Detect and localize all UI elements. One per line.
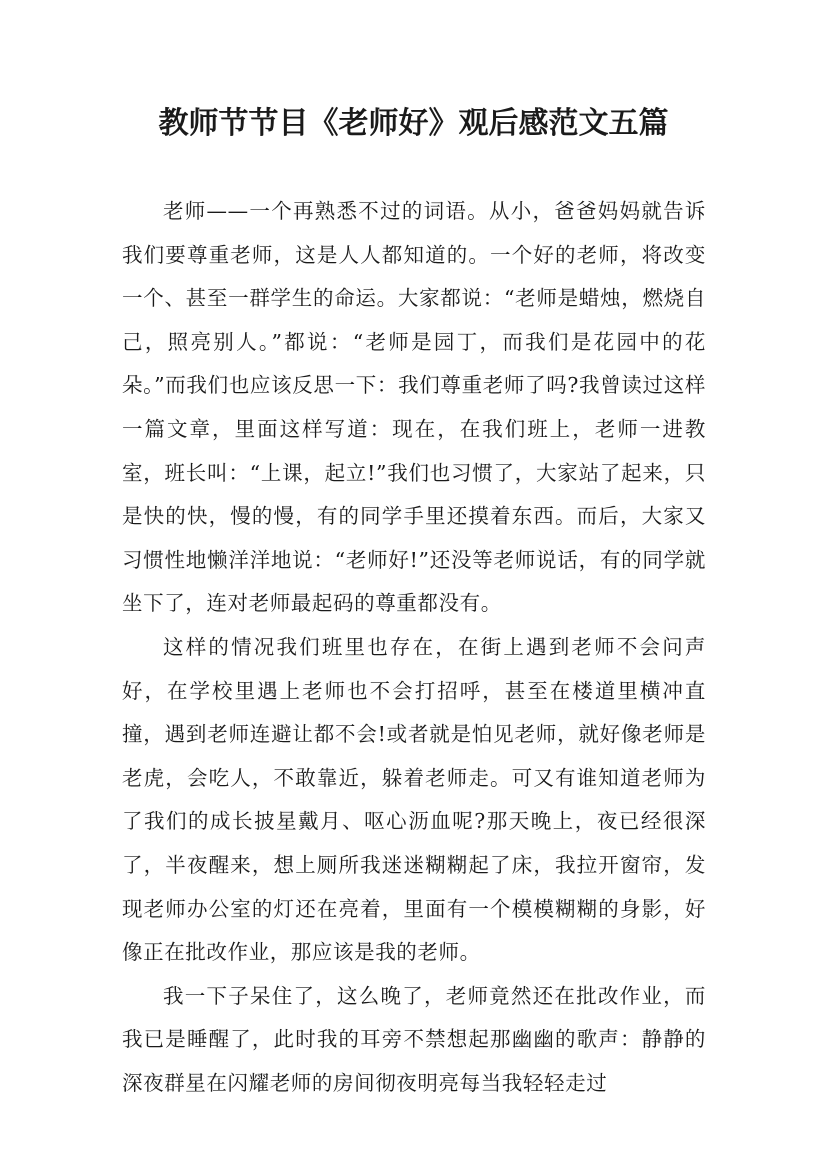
document-body: [122, 190, 706, 1105]
document-title: 教师节节目《老师好》观后感范文五篇: [158, 106, 669, 141]
paragraph: 我一下子呆住了，这么晚了，老师竟然还在批改作业，而我已是睡醒了，此时我的耳旁不禁想起那幽幽的歌声：静静的深夜群星在闪耀老师的房间彻夜明亮每当我轻轻走过: [122, 983, 706, 1095]
paragraph: 老师——一个再熟悉不过的词语。从小，爸爸妈妈就告诉我们要尊重老师，这是人人都知道的。一个好的老师，将改变一个、甚至一群学生的命运。大家都说：“老师是蜡烛，燃烧自己，照亮别人。”都说：“老师是园丁，而我们是花园中的花朵。”而我们也应该反思一下：我们尊重老师了吗?我曾读过这样一篇文章，里面这样写道：现在，在我们班上，老师一进教室，班长叫：“上课，起立!”我们也习惯了，大家站了起来，只是快的快，慢的慢，有的同学手里还摸着东西。而后，大家又习惯性地懒洋洋地说：“老师好!”还没等老师说话，有的同学就坐下了，连对老师最起码的尊重都没有。: [122, 199, 706, 616]
paragraph: 这样的情况我们班里也存在，在街上遇到老师不会问声好，在学校里遇上老师也不会打招呼，甚至在楼道里横冲直撞，遇到老师连避让都不会!或者就是怕见老师，就好像老师是老虎，会吃人，不敢靠近，躲着老师走。可又有谁知道老师为了我们的成长披星戴月、呕心沥血呢?那天晚上，夜已经很深了，半夜醒来，想上厕所我迷迷糊糊起了床，我拉开窗帘，发现老师办公室的灯还在亮着，里面有一个模模糊糊的身影，好像正在批改作业，那应该是我的老师。: [122, 634, 706, 965]
